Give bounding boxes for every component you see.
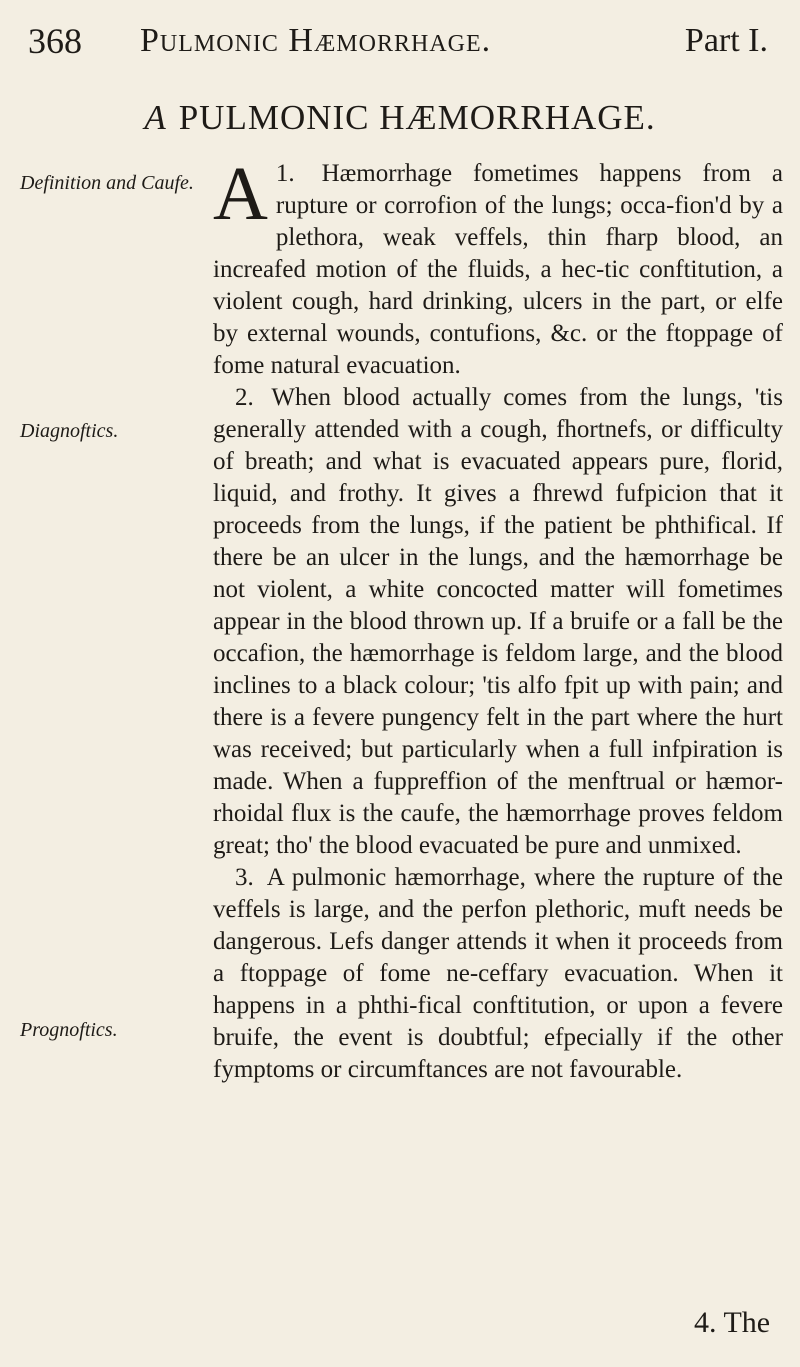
paragraph-text: A pulmonic hæmorrhage, where the rupture of the veffels is large, and the perfon plethoric, muft needs be dangerous. Lefs danger attends it when it proceeds from a ftoppage of fome ne-ceffary evacuation. When it happens in a phthi-fical conftitution, or upon a fevere bruife, the event is doubtful; efpecially if the other fymptoms or circumftances are not favourable. <box>213 864 783 1083</box>
paragraph-diagnostics <box>213 382 783 862</box>
paragraph-number: 1. <box>275 160 295 187</box>
chapter-title-text: PULMONIC HÆMORRHAGE. <box>178 98 656 137</box>
chapter-title-lead: A <box>144 98 167 137</box>
drop-cap: A <box>213 152 268 236</box>
paragraph-text: Hæmorrhage fometimes happens from a rupture or corrofion of the lungs; occa-fion'd by a plethora, weak veffels, thin fharp blood, an increafed motion of the fluids, a hec-tic conftitution, a violent cough, hard drinking, ulcers in the part, or elfe by external wounds, contufions, &c. or the ftoppage of fome natural evacuation. <box>213 160 783 379</box>
page-number: 368 <box>28 21 82 61</box>
margin-note-prognostics: Prognoftics. <box>20 1019 118 1041</box>
paragraph-number: 3. <box>235 864 254 891</box>
catchword: 4. The <box>694 1306 771 1339</box>
paragraph-prognostics <box>213 862 783 1086</box>
paragraph-text: When blood actually comes from the lungs, 'tis generally attended with a cough, fhortnefs, or difficulty of breath; and what is evacuated appears pure, florid, liquid, and frothy. It gives a fhrewd fufpicion that it proceeds from the lungs, if the patient be phthifical. If there be an ulcer in the lungs, and the hæmorrhage be not violent, a white concocted matter will fometimes appear in the blood thrown up. If a bruife or a fall be the occafion, the hæmorrhage is feldom large, and the blood inclines to a black colour; 'tis alfo fpit up with pain; and there is a fevere pungency felt in the part where the hurt was received; but particularly when a full infpiration is made. When a fuppreffion of the menftrual or hæmor-rhoidal flux is the caufe, the hæmorrhage proves feldom great; tho' the blood evacuated be pure and unmixed. <box>213 384 783 859</box>
margin-note-diagnostics: Diagnoftics. <box>20 420 119 442</box>
margin-note-definition: Definition and Caufe. <box>20 172 194 194</box>
running-title: Pulmonic Hæmorrhage. <box>140 22 492 59</box>
running-head <box>28 20 768 70</box>
chapter-title <box>0 98 800 138</box>
running-part: Part I. <box>684 22 768 59</box>
paragraph-number: 2. <box>235 384 254 411</box>
body-text <box>213 152 783 1086</box>
paragraph-definition <box>213 152 783 382</box>
